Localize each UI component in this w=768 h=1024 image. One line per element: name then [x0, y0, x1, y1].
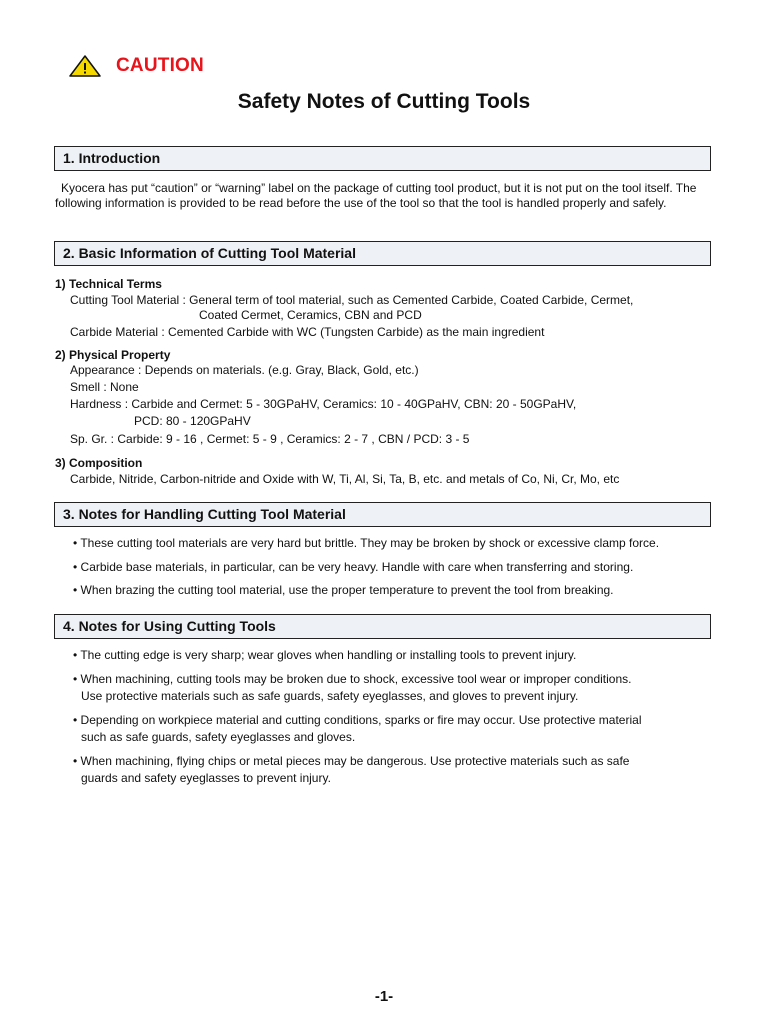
caution-label: CAUTION — [116, 55, 204, 76]
physical-property-line: Smell : None — [70, 380, 139, 394]
section-heading-basic-info: 2. Basic Information of Cutting Tool Material — [54, 241, 711, 266]
physical-property-line: Sp. Gr. : Carbide: 9 - 16 , Cermet: 5 - 9 , Ceramics: 2 - 7 , CBN / PCD: 3 - 5 — [70, 432, 470, 446]
caution-header — [68, 54, 204, 78]
list-item-text: such as safe guards, safety eyeglasses and gloves. — [81, 730, 356, 744]
list-item-text: • When machining, flying chips or metal pieces may be dangerous. Use protective materials such as safe — [73, 754, 629, 768]
list-item — [73, 559, 713, 576]
list-item-text: guards and safety eyeglasses to prevent injury. — [81, 771, 331, 785]
list-item-text: • When machining, cutting tools may be broken due to shock, excessive tool wear or improper conditions. — [73, 672, 632, 686]
list-item — [73, 535, 713, 552]
list-item-text: • Carbide base materials, in particular, can be very heavy. Handle with care when transferring and storing. — [73, 560, 633, 574]
list-item-text: • Depending on workpiece material and cutting conditions, sparks or fire may occur. Use protective material — [73, 713, 641, 727]
technical-terms-line: Coated Cermet, Ceramics, CBN and PCD — [199, 308, 422, 322]
warning-triangle-icon — [68, 54, 102, 78]
page-title: Safety Notes of Cutting Tools — [237, 90, 531, 113]
list-item-text: • The cutting edge is very sharp; wear gloves when handling or installing tools to prevent injury. — [73, 648, 576, 662]
introduction-text: Kyocera has put “caution” or “warning” label on the package of cutting tool product, but it is not put on the tool itself. The following information is provided to be read before the use of the tool so that the tool is handled properly and safely. — [55, 181, 697, 210]
physical-property-line: PCD: 80 - 120GPaHV — [134, 414, 251, 428]
list-item — [73, 753, 713, 787]
list-item-text: • When brazing the cutting tool material, use the proper temperature to prevent the tool from breaking. — [73, 583, 614, 597]
physical-property-heading: 2) Physical Property — [55, 348, 171, 362]
section-heading-introduction: 1. Introduction — [54, 146, 711, 171]
section-heading-handling: 3. Notes for Handling Cutting Tool Material — [54, 502, 711, 527]
physical-property-line: Appearance : Depends on materials. (e.g. Gray, Black, Gold, etc.) — [70, 363, 419, 377]
list-item-text: • These cutting tool materials are very hard but brittle. They may be broken by shock or excessive clamp force. — [73, 536, 659, 550]
technical-terms-heading: 1) Technical Terms — [55, 277, 162, 291]
list-item-text: Use protective materials such as safe guards, safety eyeglasses, and gloves to prevent injury. — [81, 689, 579, 703]
section-heading-using: 4. Notes for Using Cutting Tools — [54, 614, 711, 639]
list-item — [73, 671, 713, 705]
composition-text: Carbide, Nitride, Carbon-nitride and Oxide with W, Ti, Al, Si, Ta, B, etc. and metals of Co, Ni, Cr, Mo, etc — [70, 472, 620, 486]
list-item — [73, 647, 713, 664]
composition-heading: 3) Composition — [55, 456, 143, 470]
list-item — [73, 582, 713, 599]
physical-property-line: Hardness : Carbide and Cermet: 5 - 30GPaHV, Ceramics: 10 - 40GPaHV, CBN: 20 - 50GPaHV, — [70, 397, 577, 411]
page-number: -1- — [374, 988, 394, 1005]
list-item — [73, 712, 713, 746]
technical-terms-line: Carbide Material : Cemented Carbide with WC (Tungsten Carbide) as the main ingredient — [70, 325, 545, 339]
technical-terms-line: Cutting Tool Material : General term of tool material, such as Cemented Carbide, Coated Carbide, Cermet, — [70, 293, 634, 307]
